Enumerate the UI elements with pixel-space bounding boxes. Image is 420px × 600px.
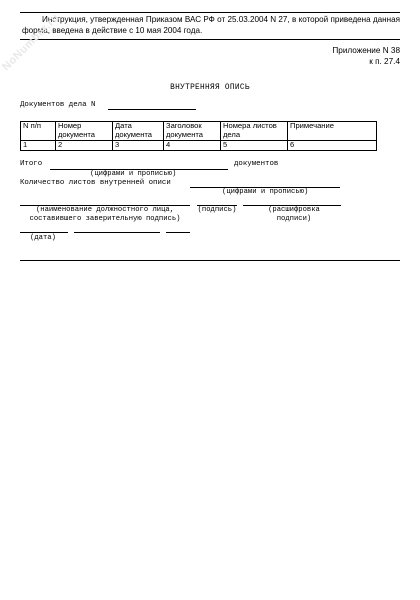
sheets-count-label: Количество листов внутренней описи [20, 179, 171, 187]
case-docs-label: Документов дела N [20, 101, 96, 109]
inventory-table [20, 121, 377, 151]
case-number-field[interactable] [108, 109, 196, 110]
date-year-field[interactable] [166, 232, 190, 233]
col-number-2: 2 [56, 141, 113, 151]
bottom-rule [20, 260, 400, 261]
col-header-doc-date: Дата документа [113, 122, 164, 141]
col-number-1: 1 [21, 141, 56, 151]
watermark-logo: NoNumber.ru [0, 11, 62, 74]
appendix-reference [332, 46, 400, 67]
col-header-index: N п/п [21, 122, 56, 141]
sheets-count-hint: (цифрами и прописью) [222, 188, 309, 196]
table-row [21, 141, 377, 151]
col-number-5: 5 [221, 141, 288, 151]
date-month-field[interactable] [74, 232, 160, 233]
date-day-field[interactable] [20, 232, 68, 233]
col-header-sheet-numbers: Номера листов дела [221, 122, 288, 141]
official-position-hint-line1: (наименование должностного лица, [35, 206, 175, 214]
col-header-doc-number: Номер документа [56, 122, 113, 141]
appendix-number: Приложение N 38 [332, 46, 400, 55]
signature-decode-hint-line2: подписи) [276, 215, 312, 223]
col-number-4: 4 [164, 141, 221, 151]
intro-note: Инструкция, утвержденная Приказом ВАС РФ от 25.03.2004 N 27, в которой приведена данная форма, введена в действие с 10 мая 2004 года. [22, 15, 400, 35]
intro-top-rule [20, 12, 400, 13]
official-position-hint [20, 206, 190, 224]
total-hint: (цифрами и прописью) [90, 170, 177, 178]
appendix-clause: к п. 27.4 [369, 56, 400, 66]
total-label: Итого [20, 160, 43, 168]
signature-decode-hint-line1: (расшифровка [268, 206, 320, 214]
document-title: ВНУТРЕННЯЯ ОПИСЬ [170, 84, 250, 92]
official-position-hint-line2: составившего заверительную подпись) [29, 215, 181, 223]
col-number-3: 3 [113, 141, 164, 151]
total-suffix: документов [234, 160, 279, 168]
col-number-6: 6 [288, 141, 377, 151]
intro-bottom-rule [20, 39, 400, 40]
col-header-doc-title: Заголовок документа [164, 122, 221, 141]
signature-hint: (подпись) [197, 206, 237, 214]
table-header-row [21, 122, 377, 141]
date-hint: (дата) [30, 234, 56, 242]
col-header-note: Примечание [288, 122, 377, 141]
signature-decode-hint [254, 206, 334, 224]
